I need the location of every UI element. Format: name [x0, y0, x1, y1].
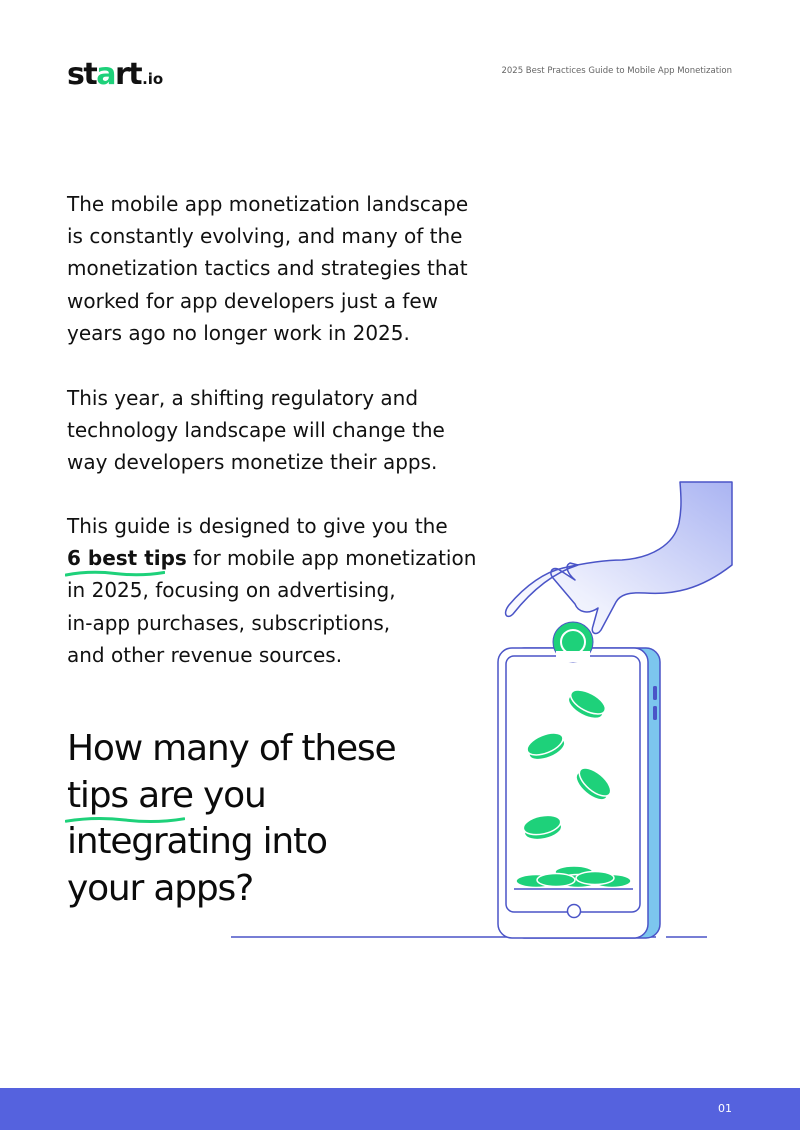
headline-line: are you — [127, 774, 266, 816]
footer-bar — [0, 1088, 800, 1130]
phone-coins-illustration — [228, 476, 800, 946]
page-number: 01 — [718, 1102, 732, 1115]
headline-line: your apps? — [67, 867, 254, 909]
intro-paragraph — [67, 188, 468, 349]
regulatory-paragraph — [67, 382, 445, 479]
intro-line: worked for app developers just a few — [67, 288, 439, 313]
guide-line: in-app purchases, subscriptions, — [67, 610, 391, 635]
headline-line: How many of these — [67, 728, 396, 769]
regulatory-line: technology landscape will change the — [67, 418, 445, 443]
guide-line: in 2025, focusing on advertising, — [67, 578, 396, 603]
document-title: 2025 Best Practices Guide to Mobile App Monetization — [501, 66, 732, 76]
tips-highlight: tips — [67, 775, 128, 816]
headline-line: integrating into — [67, 821, 327, 862]
green-underline — [65, 569, 165, 579]
guide-line: This guide is designed to give you the — [67, 514, 448, 538]
intro-line: is constantly evolving, and many of the — [67, 224, 463, 249]
intro-line: years ago no longer work in 2025. — [67, 320, 410, 345]
guide-line: and other revenue sources. — [67, 642, 343, 667]
guide-line: for mobile app monetization — [186, 546, 477, 571]
coin-in-hand-icon — [553, 622, 593, 662]
hand-icon — [506, 482, 732, 633]
green-underline — [65, 814, 185, 826]
regulatory-line: way developers monetize their apps. — [67, 450, 438, 475]
intro-line: monetization tactics and strategies that — [67, 256, 468, 281]
regulatory-line: This year, a shifting regulatory and — [67, 386, 419, 410]
start-io-logo: start.io — [67, 57, 164, 92]
intro-line: The mobile app monetization landscape — [67, 192, 469, 216]
best-tips-highlight: 6 best tips — [67, 546, 187, 570]
